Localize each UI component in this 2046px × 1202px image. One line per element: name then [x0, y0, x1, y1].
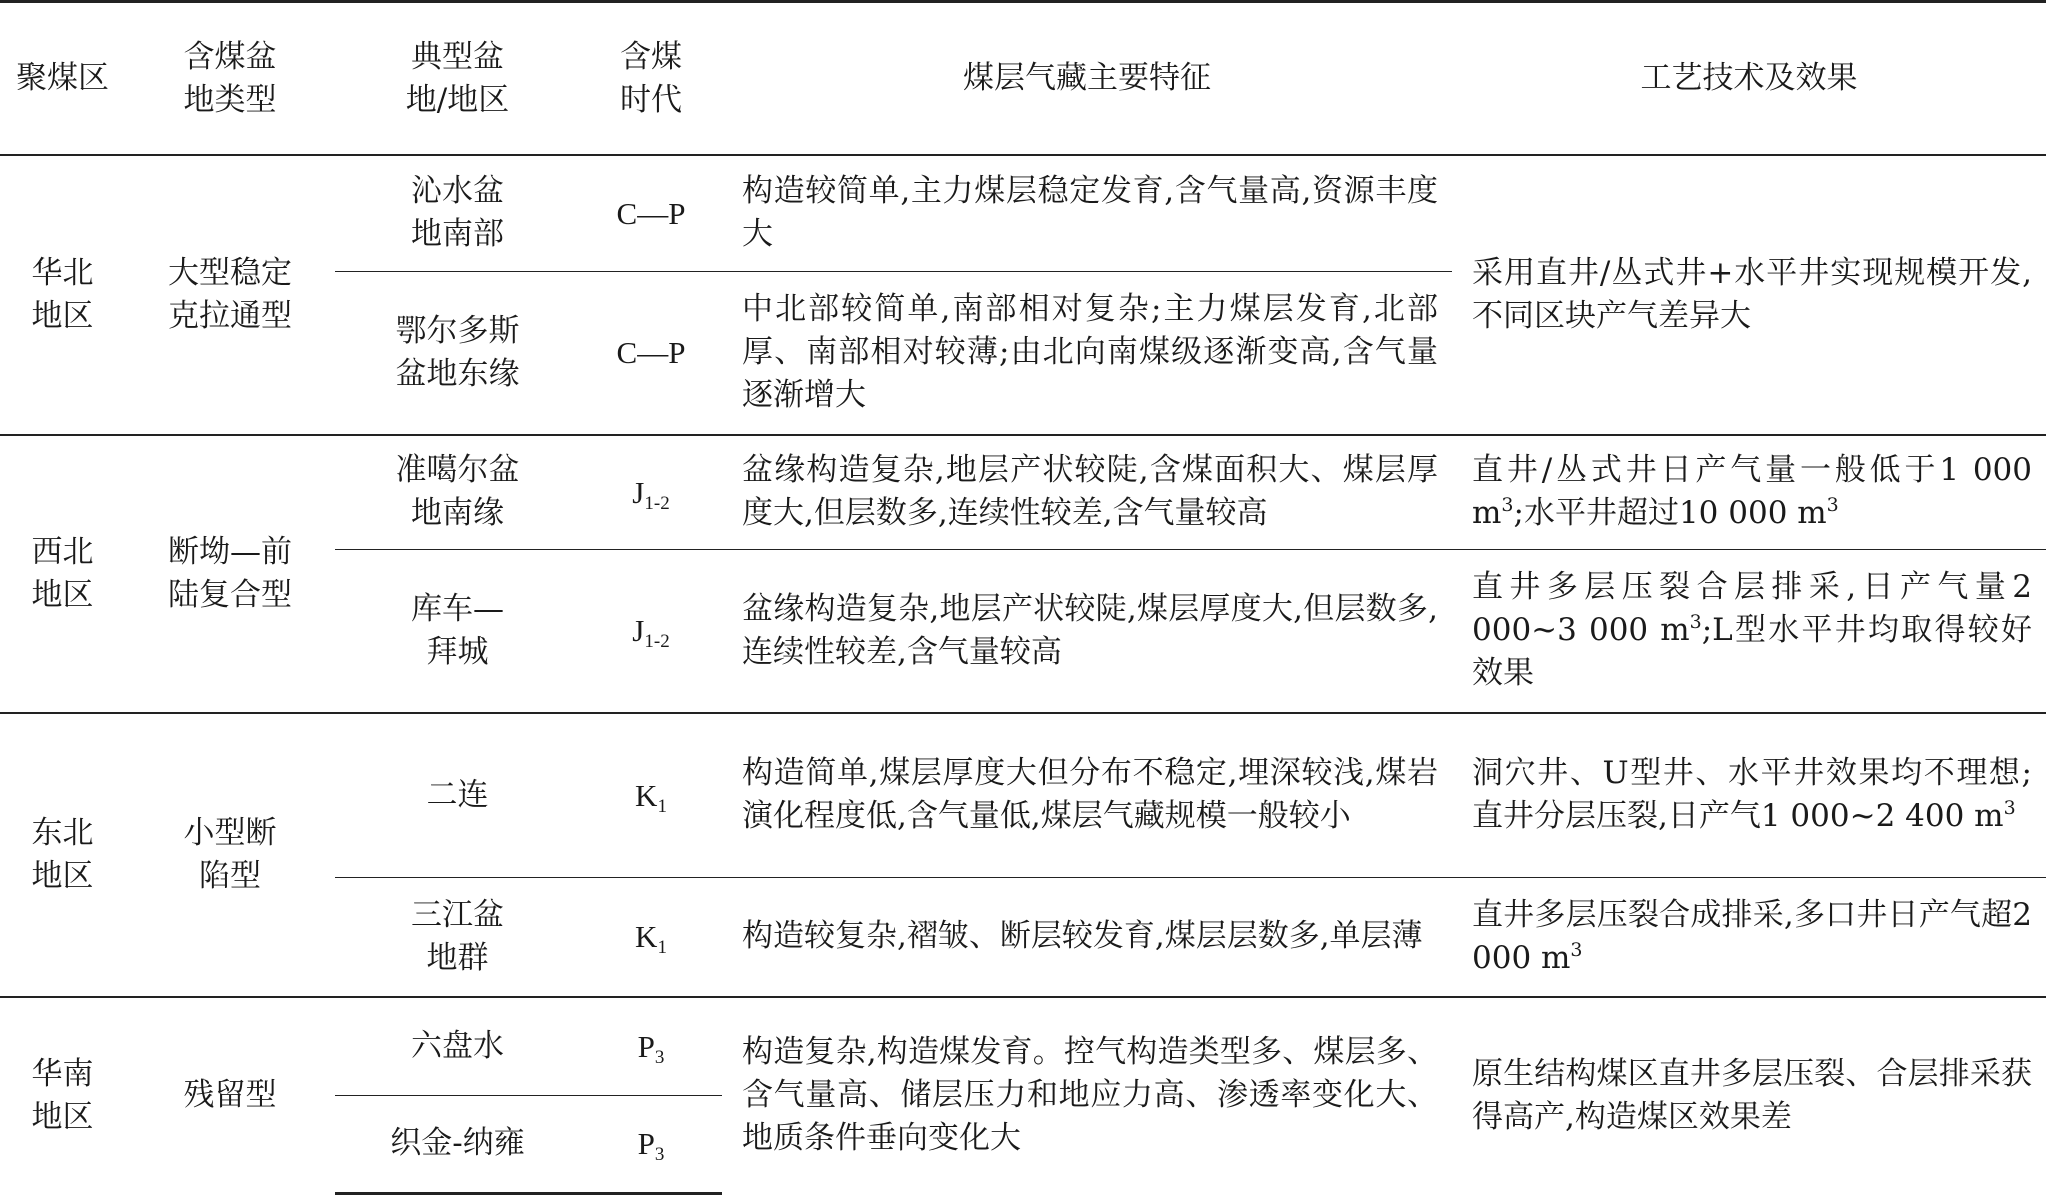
era-cell: $K_1$ [580, 713, 722, 877]
era-cell: $J_{1-2}$ [580, 435, 722, 549]
era-cell: C—P [580, 271, 722, 435]
era-cell: $K_1$ [580, 877, 722, 997]
era-cell: $J_{1-2}$ [580, 549, 722, 713]
features-cell: 中北部较简单,南部相对复杂;主力煤层发育,北部厚、南部相对较薄;由北向南煤级逐渐变高,含气量逐渐增大 [722, 271, 1452, 435]
col-region: 聚煤区 [0, 2, 125, 156]
region-cell: 华北 地区 [0, 155, 125, 435]
table-row [0, 155, 2046, 271]
col-era: 含煤 时代 [580, 2, 722, 156]
table-header [0, 2, 2046, 156]
basin-cell: 织金-纳雍 [335, 1095, 580, 1193]
col-features: 煤层气藏主要特征 [722, 2, 1452, 156]
features-cell: 构造简单,煤层厚度大但分布不稳定,埋深较浅,煤岩演化程度低,含气量低,煤层气藏规模一般较小 [722, 713, 1452, 877]
technology-cell: 洞穴井、U型井、水平井效果均不理想;直井分层压裂,日产气1 000~2 400 $m^3$ [1452, 713, 2046, 877]
technology-cell: 原生结构煤区直井多层压裂、合层排采获得高产,构造煤区效果差 [1452, 997, 2046, 1193]
col-typical-basin: 典型盆 地/地区 [335, 2, 580, 156]
era-cell: $P_3$ [580, 997, 722, 1095]
col-technology: 工艺技术及效果 [1452, 2, 2046, 156]
table-row [0, 997, 2046, 1095]
region-cell: 东北 地区 [0, 713, 125, 997]
table-row [0, 435, 2046, 549]
region-cell: 华南 地区 [0, 997, 125, 1193]
features-cell: 盆缘构造复杂,地层产状较陡,煤层厚度大,但层数多,连续性较差,含气量较高 [722, 549, 1452, 713]
basin-cell: 鄂尔多斯 盆地东缘 [335, 271, 580, 435]
basin-cell: 三江盆 地群 [335, 877, 580, 997]
era-cell: $P_3$ [580, 1095, 722, 1193]
technology-cell: 直井多层压裂合成排采,多口井日产气超2 000 $m^3$ [1452, 877, 2046, 997]
col-basin-type: 含煤盆 地类型 [125, 2, 335, 156]
technology-cell: 采用直井/丛式井+水平井实现规模开发,不同区块产气差异大 [1452, 155, 2046, 435]
features-cell: 构造较简单,主力煤层稳定发育,含气量高,资源丰度大 [722, 155, 1452, 271]
basin-type-cell: 大型稳定 克拉通型 [125, 155, 335, 435]
basin-cell: 二连 [335, 713, 580, 877]
era-cell: C—P [580, 155, 722, 271]
basin-cell: 六盘水 [335, 997, 580, 1095]
technology-cell: 直井多层压裂合层排采,日产气量2 000~3 000 $m^3;L$型水平井均取得较好效果 [1452, 549, 2046, 713]
basin-type-cell: 断坳—前 陆复合型 [125, 435, 335, 713]
basin-type-cell: 小型断 陷型 [125, 713, 335, 997]
features-cell: 盆缘构造复杂,地层产状较陡,含煤面积大、煤层厚度大,但层数多,连续性较差,含气量较高 [722, 435, 1452, 549]
features-cell: 构造复杂,构造煤发育。控气构造类型多、煤层多、含气量高、储层压力和地应力高、渗透率变化大、地质条件垂向变化大 [722, 997, 1452, 1193]
basin-cell: 沁水盆 地南部 [335, 155, 580, 271]
region-cell: 西北 地区 [0, 435, 125, 713]
basin-type-cell: 残留型 [125, 997, 335, 1193]
table-row [0, 713, 2046, 877]
basin-cell: 库车— 拜城 [335, 549, 580, 713]
basin-cell: 准噶尔盆 地南缘 [335, 435, 580, 549]
technology-cell: 直井/丛式井日产气量一般低于1 000 $m^3$;水平井超过10 000 $m^3$ [1452, 435, 2046, 549]
features-cell: 构造较复杂,褶皱、断层较发育,煤层层数多,单层薄 [722, 877, 1452, 997]
